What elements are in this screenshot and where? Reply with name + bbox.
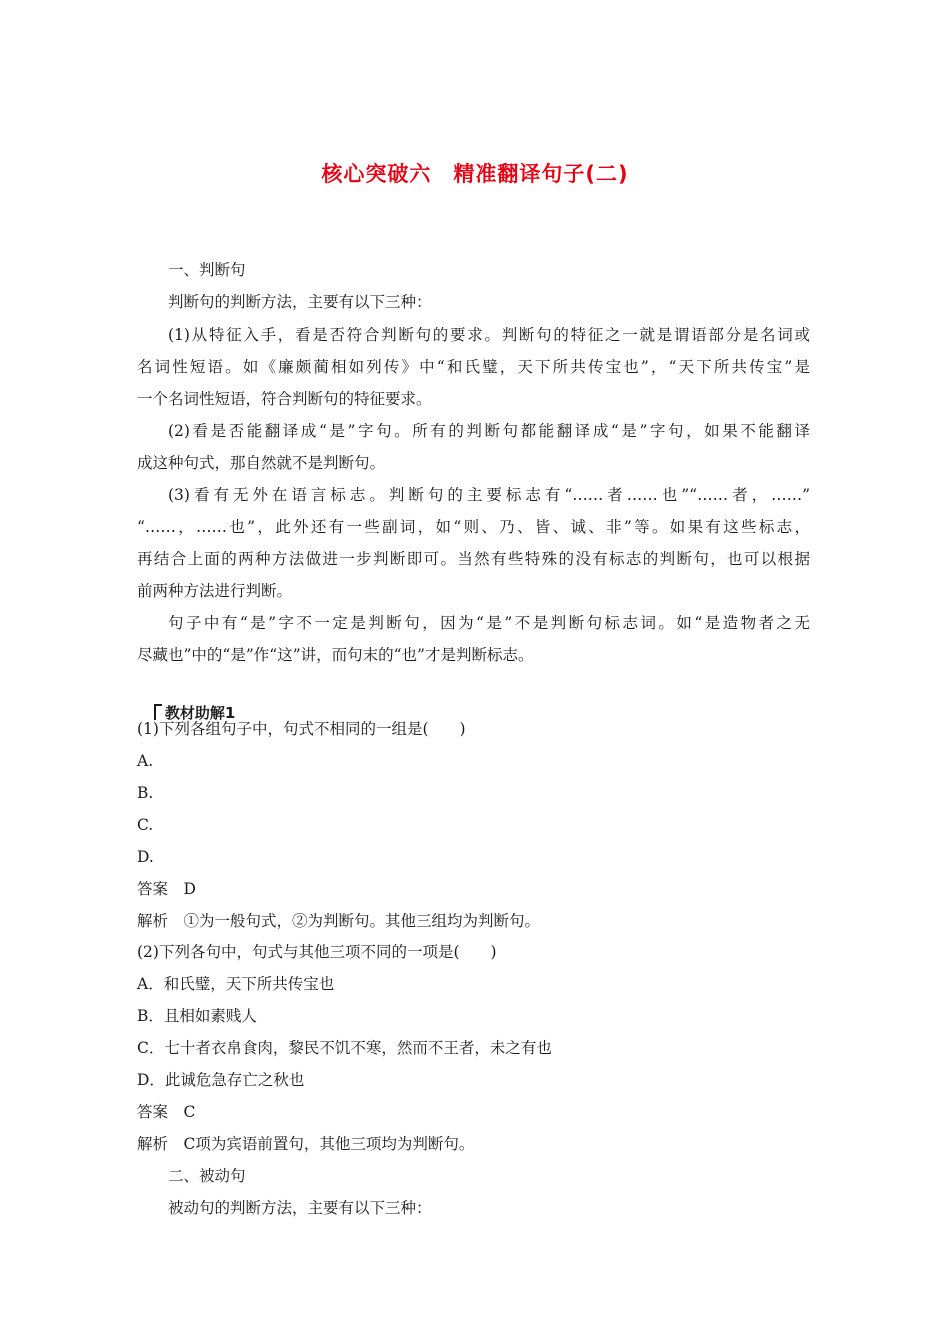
paragraph-line: (1)从特征入手，看是否符合判断句的要求。判断句的特征之一就是谓语部分是名词或 <box>168 326 810 344</box>
answer: 答案 C <box>137 1103 196 1121</box>
section-heading: 一、判断句 <box>168 261 246 279</box>
option-b: B. <box>137 784 154 802</box>
page-title: 核心突破六 精准翻译句子(二) <box>321 162 629 186</box>
paragraph-line: (3)看有无外在语言标志。判断句的主要标志有“……者……也”“……者，……” <box>168 486 810 504</box>
paragraph-line: 名词性短语。如《廉颇蔺相如列传》中“和氏璧，天下所共传宝也”，“天下所共传宝”是 <box>137 358 810 376</box>
option-d: D. <box>137 848 154 866</box>
section-heading: 二、被动句 <box>168 1167 246 1185</box>
option-c: C．七十者衣帛食肉，黎民不饥不寒，然而不王者，未之有也 <box>137 1039 552 1057</box>
paragraph-line: (2)看是否能翻译成“是”字句。所有的判断句都能翻译成“是”字句，如果不能翻译 <box>168 422 810 440</box>
bracket-mark-icon <box>154 704 162 720</box>
question-stem: (1)下列各组句子中，句式不相同的一组是( ) <box>137 720 466 738</box>
paragraph-line: 被动句的判断方法，主要有以下三种： <box>168 1199 432 1217</box>
option-d: D．此诚危急存亡之秋也 <box>137 1071 305 1089</box>
answer: 答案 D <box>137 880 196 898</box>
analysis: 解析 C项为宾语前置句，其他三项均为判断句。 <box>137 1135 475 1153</box>
paragraph-line: 前两种方法进行判断。 <box>137 582 293 600</box>
option-a: A. <box>137 752 154 770</box>
option-c: C. <box>137 816 154 834</box>
textbook-help-text: 教材助解1 <box>164 704 236 722</box>
paragraph-line: “……，……也”，此外还有一些副词，如“则、乃、皆、诚、非”等。如果有这些标志， <box>137 518 810 536</box>
paragraph-line: 成这种句式，那自然就不是判断句。 <box>137 454 386 472</box>
paragraph-line: 一个名词性短语，符合判断句的特征要求。 <box>137 390 432 408</box>
question-stem: (2)下列各句中，句式与其他三项不同的一项是( ) <box>137 943 497 961</box>
analysis: 解析 ①为一般句式，②为判断句。其他三组均为判断句。 <box>137 912 541 930</box>
paragraph-line: 句子中有“是”字不一定是判断句，因为“是”不是判断句标志词。如“是造物者之无 <box>168 614 810 632</box>
paragraph-line: 尽藏也”中的“是”作“这”讲，而句末的“也”才是判断标志。 <box>137 646 534 664</box>
paragraph-line: 再结合上面的两种方法做进一步判断即可。当然有些特殊的没有标志的判断句，也可以根据 <box>137 550 810 568</box>
option-b: B．且相如素贱人 <box>137 1007 257 1025</box>
option-a: A．和氏璧，天下所共传宝也 <box>137 975 335 993</box>
paragraph-line: 判断句的判断方法，主要有以下三种： <box>168 293 432 311</box>
